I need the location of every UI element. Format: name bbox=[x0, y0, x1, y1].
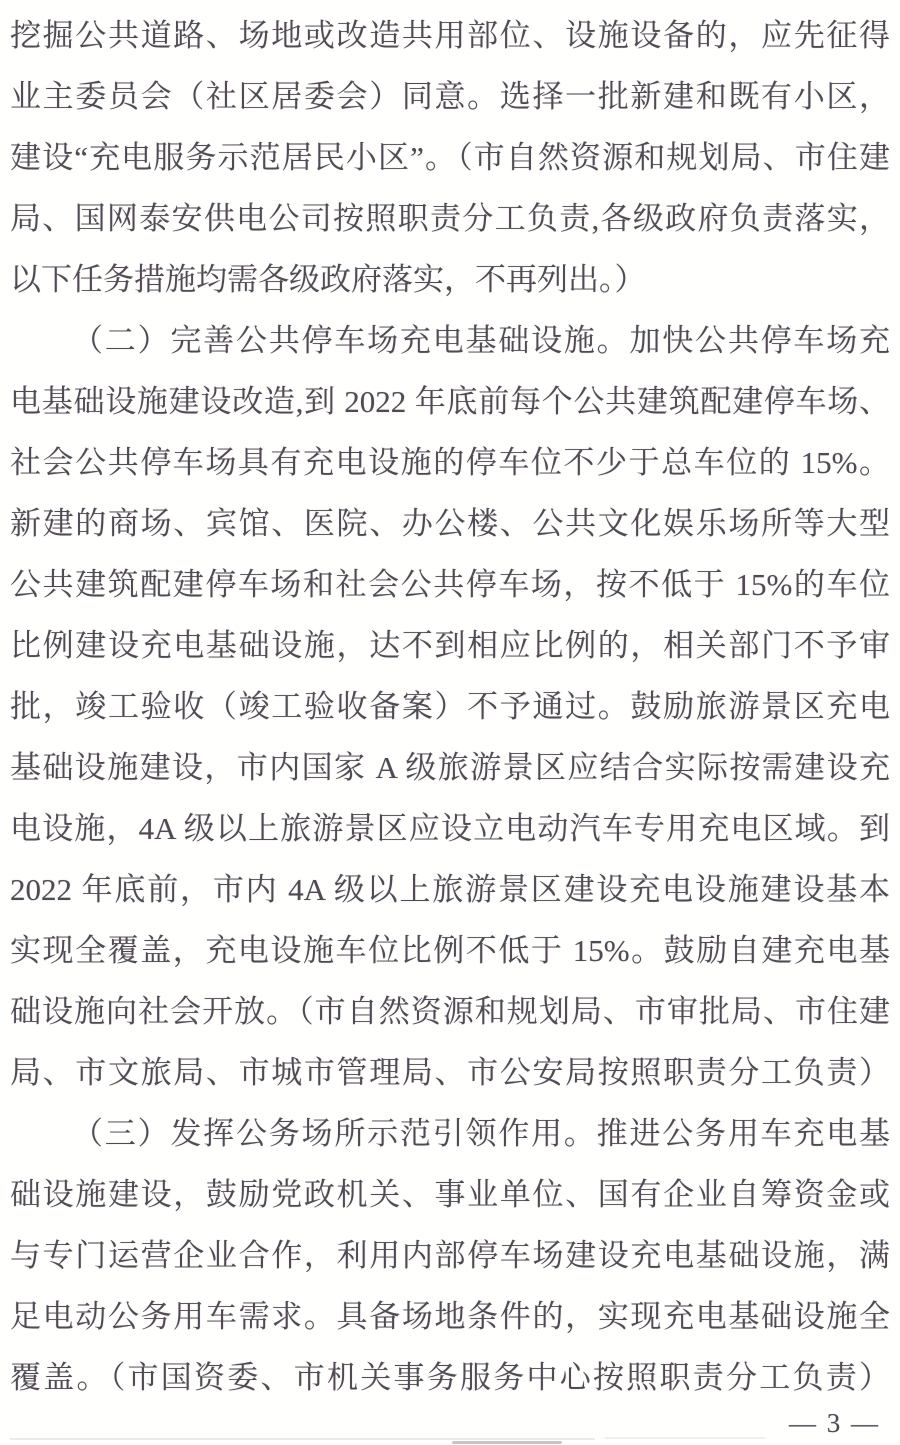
text-line: 实现全覆盖，充电设施车位比例不低于 15%。鼓励自建充电基 bbox=[10, 933, 890, 968]
text-line: 电基础设施建设改造,到 2022 年底前每个公共建筑配建停车场、 bbox=[10, 384, 890, 419]
text-line: 新建的商场、宾馆、医院、办公楼、公共文化娱乐场所等大型 bbox=[10, 506, 890, 541]
text-block bbox=[10, 5, 890, 1408]
text-line: 足电动公务用车需求。具备场地条件的，实现充电基础设施全 bbox=[10, 1299, 890, 1334]
text-line: 建设“充电服务示范居民小区”。（市自然资源和规划局、市住建 bbox=[10, 140, 890, 175]
text-line: 与专门运营企业合作，利用内部停车场建设充电基础设施，满 bbox=[10, 1238, 890, 1273]
text-line: 社会公共停车场具有充电设施的停车位不少于总车位的 15%。 bbox=[10, 445, 890, 480]
text-line: 公共建筑配建停车场和社会公共停车场，按不低于 15%的车位 bbox=[10, 567, 890, 602]
text-line: （二）完善公共停车场充电基础设施。加快公共停车场充 bbox=[72, 323, 890, 358]
page-number: — 3 — bbox=[789, 1408, 880, 1438]
text-line: 础设施建设，鼓励党政机关、事业单位、国有企业自筹资金或 bbox=[10, 1177, 890, 1212]
scan-artifact-smudge bbox=[452, 1441, 562, 1444]
text-line: 挖掘公共道路、场地或改造共用部位、设施设备的，应先征得 bbox=[10, 18, 890, 53]
text-line: 电设施，4A 级以上旅游景区应设立电动汽车专用充电区域。到 bbox=[10, 811, 890, 846]
paragraph-section-3 bbox=[10, 1103, 890, 1408]
text-line: 基础设施建设，市内国家 A 级旅游景区应结合实际按需建设充 bbox=[10, 750, 890, 785]
text-line: 以下任务措施均需各级政府落实，不再列出。） bbox=[10, 262, 646, 297]
text-line: 比例建设充电基础设施，达不到相应比例的，相关部门不予审 bbox=[10, 628, 890, 663]
text-line: 局、市文旅局、市城市管理局、市公安局按照职责分工负责） bbox=[10, 1055, 890, 1090]
text-line: 2022 年底前，市内 4A 级以上旅游景区建设充电设施建设基本 bbox=[10, 872, 890, 907]
text-line: （三）发挥公务场所示范引领作用。推进公务用车充电基 bbox=[72, 1116, 890, 1151]
paragraph-section-2 bbox=[10, 310, 890, 1103]
paragraph-continuation bbox=[10, 5, 890, 310]
text-line: 批，竣工验收（竣工验收备案）不予通过。鼓励旅游景区充电 bbox=[10, 689, 890, 724]
text-line: 覆盖。（市国资委、市机关事务服务中心按照职责分工负责） bbox=[10, 1360, 890, 1395]
scan-artifact-line bbox=[10, 1438, 595, 1440]
scan-artifact-line bbox=[605, 1437, 765, 1439]
text-line: 局、国网泰安供电公司按照职责分工负责,各级政府负责落实， bbox=[10, 201, 890, 236]
text-line: 业主委员会（社区居委会）同意。选择一批新建和既有小区， bbox=[10, 79, 890, 114]
text-line: 础设施向社会开放。（市自然资源和规划局、市审批局、市住建 bbox=[10, 994, 890, 1029]
